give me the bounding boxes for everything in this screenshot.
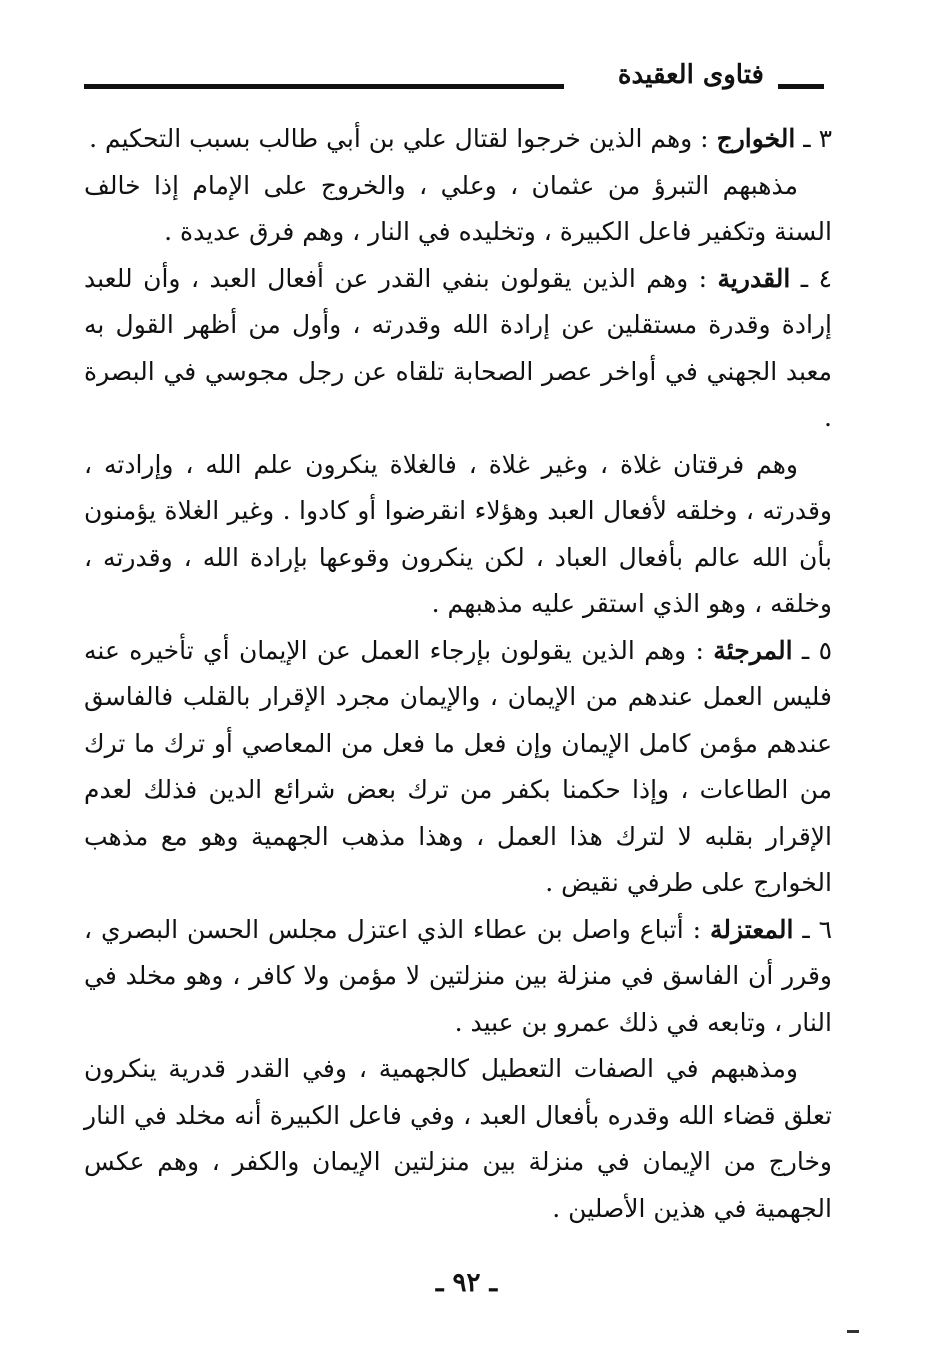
paragraph-khawarij-doctrine: مذهبهم التبرؤ من عثمان ، وعلي ، والخروج على الإمام إذا خالف السنة وتكفير فاعل الكبيرة ، وتخليده في النار ، وهم فرق عديدة . <box>84 170 832 246</box>
header-rule-left <box>84 84 564 89</box>
section-text: : وهم الذين يقولون بإرجاء العمل عن الإيمان أي تأخيره عنه فليس العمل عندهم من الإيمان ، والإيمان مجرد الإقرار بالقلب فالفاسق عندهم مؤمن كامل الإيمان وإن فعل ما فعل من المعاصي أو ترك ما ترك من الطاعات ، وإذا حكمنا بكفر من ترك بعض شرائع الدين فذلك لعدم الإقرار بقلبه لا لترك هذا العمل ، وهذا مذهب الجهمية وهو مع مذهب الخوارج على طرفي نقيض . <box>84 635 832 897</box>
section-mutazila <box>84 907 832 1047</box>
header-title: فتاوى العقيدة <box>617 60 764 90</box>
running-header <box>84 58 824 98</box>
paragraph-mutazila-doctrine: ومذهبهم في الصفات التعطيل كالجهمية ، وفي القدر قدرية ينكرون تعلق قضاء الله وقدره بأفعال العبد ، وفي فاعل الكبيرة أنه مخلد في النار وخارج من الإيمان في منزلة بين منزلتين الإيمان والكفر ، وهم عكس الجهمية في هذين الأصلين . <box>84 1054 832 1223</box>
scan-mark <box>847 1330 859 1333</box>
section-number: ٦ ـ <box>793 914 832 944</box>
section-text: : أتباع واصل بن عطاء الذي اعتزل مجلس الحسن البصري ، وقرر أن الفاسق في منزلة بين منزلتين لا مؤمن ولا كافر ، وهو مخلد في النار ، وتابعه في ذلك عمرو بن عبيد . <box>84 914 832 1037</box>
header-rule-right <box>778 84 824 89</box>
section-term: المرجئة <box>713 635 793 665</box>
section-text: : وهم الذين خرجوا لقتال علي بن أبي طالب بسبب التحكيم . <box>89 124 717 153</box>
section-number: ٣ ـ <box>795 124 832 153</box>
section-qadariyya <box>84 256 832 442</box>
section-murjia <box>84 628 832 907</box>
section-number: ٥ ـ <box>792 635 833 665</box>
section-khawarij <box>84 116 832 163</box>
section-term: القدرية <box>717 263 791 293</box>
paragraph-qadariyya-groups: وهم فرقتان غلاة ، وغير غلاة ، فالغلاة ينكرون علم الله ، وإرادته ، وقدرته ، وخلقه لأفعال العبد وهؤلاء انقرضوا أو كادوا . وغير الغلاة يؤمنون بأن الله عالم بأفعال العباد ، لكن ينكرون وقوعها بإرادة الله ، وقدرته ، وخلقه ، وهو الذي استقر عليه مذهبهم . <box>84 449 832 618</box>
section-text: : وهم الذين يقولون بنفي القدر عن أفعال العبد ، وأن للعبد إرادة وقدرة مستقلين عن إرادة الله وقدرته ، وأول من أظهر القول به معبد الجهني في أواخر عصر الصحابة تلقاه عن رجل مجوسي في البصرة . <box>84 263 832 432</box>
section-term: الخوارج <box>716 124 796 153</box>
section-number: ٤ ـ <box>790 263 833 293</box>
page-body <box>84 116 832 1232</box>
page-number: ـ ٩٢ ـ <box>435 1268 498 1298</box>
section-term: المعتزلة <box>709 914 794 944</box>
